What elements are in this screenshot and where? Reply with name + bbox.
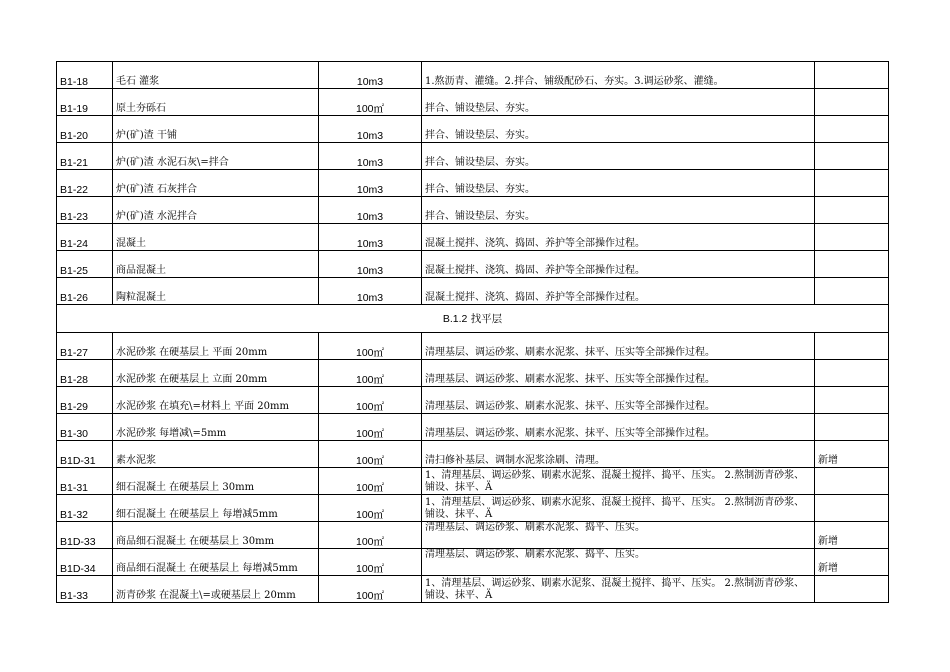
code-cell: B1D-34 <box>57 549 113 576</box>
note-cell <box>815 143 889 170</box>
quota-table <box>56 61 889 603</box>
code-cell: B1-20 <box>57 116 113 143</box>
note-cell <box>815 116 889 143</box>
name-cell: 商品混凝土 <box>113 251 319 278</box>
name-cell: 炉(矿)渣 干铺 <box>113 116 319 143</box>
note-cell <box>815 62 889 89</box>
note-cell <box>815 278 889 305</box>
note-cell <box>815 89 889 116</box>
unit-cell: 100㎡ <box>319 387 422 414</box>
code-cell: B1-26 <box>57 278 113 305</box>
table-row <box>57 522 889 549</box>
table-row <box>57 170 889 197</box>
section-header <box>57 305 889 333</box>
table-row <box>57 89 889 116</box>
desc-cell: 拌合、铺设垫层、夯实。 <box>422 116 815 143</box>
desc-cell: 混凝土搅拌、浇筑、捣固、养护等全部操作过程。 <box>422 278 815 305</box>
desc-cell: 清理基层、调运砂浆、刷素水泥浆、抹平、压实等全部操作过程。 <box>422 360 815 387</box>
table-row <box>57 495 889 522</box>
name-cell: 混凝土 <box>113 224 319 251</box>
name-cell: 炉(矿)渣 水泥拌合 <box>113 197 319 224</box>
code-cell: B1-22 <box>57 170 113 197</box>
name-cell: 沥青砂浆 在混凝土\=或硬基层上 20mm <box>113 576 319 603</box>
desc-cell: 清理基层、调运砂浆、刷素水泥浆、抹平、压实等全部操作过程。 <box>422 333 815 360</box>
code-cell: B1-31 <box>57 468 113 495</box>
table-row <box>57 576 889 603</box>
section-header-row <box>57 305 889 333</box>
table-row <box>57 278 889 305</box>
desc-cell: 清理基层、调运砂浆、刷素水泥浆、捣平、压实。 <box>422 549 815 576</box>
desc-cell: 拌合、铺设垫层、夯实。 <box>422 170 815 197</box>
code-cell: B1-29 <box>57 387 113 414</box>
name-cell: 水泥砂浆 在硬基层上 平面 20mm <box>113 333 319 360</box>
desc-cell: 混凝土搅拌、浇筑、捣固、养护等全部操作过程。 <box>422 251 815 278</box>
table-row <box>57 251 889 278</box>
desc-cell: 混凝土搅拌、浇筑、捣固、养护等全部操作过程。 <box>422 224 815 251</box>
table-row <box>57 143 889 170</box>
unit-cell: 100㎡ <box>319 333 422 360</box>
desc-cell: 1、清理基层、调运砂浆、刷素水泥浆、混凝土搅拌、捣平、压实。 2.熬制沥青砂浆、铺设、抹平、Ä <box>422 468 815 495</box>
code-cell: B1-23 <box>57 197 113 224</box>
section-title: 找平层 <box>470 312 503 325</box>
name-cell: 商品细石混凝土 在硬基层上 30mm <box>113 522 319 549</box>
name-cell: 水泥砂浆 每增减\=5mm <box>113 414 319 441</box>
unit-cell: 10m3 <box>319 197 422 224</box>
table-row <box>57 468 889 495</box>
name-cell: 毛石 灌浆 <box>113 62 319 89</box>
note-cell <box>815 170 889 197</box>
unit-cell: 10m3 <box>319 278 422 305</box>
name-cell: 炉(矿)渣 水泥石灰\=拌合 <box>113 143 319 170</box>
note-cell <box>815 197 889 224</box>
unit-cell: 10m3 <box>319 62 422 89</box>
unit-cell: 100㎡ <box>319 414 422 441</box>
note-cell: 新增 <box>815 522 889 549</box>
table-row <box>57 333 889 360</box>
unit-cell: 10m3 <box>319 251 422 278</box>
name-cell: 原土夯砾石 <box>113 89 319 116</box>
code-cell: B1-28 <box>57 360 113 387</box>
desc-cell: 清理基层、调运砂浆、刷素水泥浆、抹平、压实等全部操作过程。 <box>422 414 815 441</box>
name-cell: 水泥砂浆 在硬基层上 立面 20mm <box>113 360 319 387</box>
desc-cell: 清理基层、调运砂浆、刷素水泥浆、抹平、压实等全部操作过程。 <box>422 387 815 414</box>
table-row <box>57 116 889 143</box>
desc-cell: 清理基层、调运砂浆、刷素水泥浆、捣平、压实。 <box>422 522 815 549</box>
table-row <box>57 441 889 468</box>
code-cell: B1-24 <box>57 224 113 251</box>
code-cell: B1D-33 <box>57 522 113 549</box>
desc-cell: 拌合、铺设垫层、夯实。 <box>422 143 815 170</box>
table-row <box>57 62 889 89</box>
code-cell: B1-19 <box>57 89 113 116</box>
name-cell: 素水泥浆 <box>113 441 319 468</box>
name-cell: 商品细石混凝土 在硬基层上 每增减5mm <box>113 549 319 576</box>
name-cell: 细石混凝土 在硬基层上 每增减5mm <box>113 495 319 522</box>
table-row <box>57 387 889 414</box>
table-row <box>57 224 889 251</box>
unit-cell: 100㎡ <box>319 549 422 576</box>
code-cell: B1-27 <box>57 333 113 360</box>
note-cell <box>815 468 889 495</box>
note-cell <box>815 414 889 441</box>
desc-cell: 清扫修补基层、调制水泥浆涂刷、清理。 <box>422 441 815 468</box>
unit-cell: 100㎡ <box>319 522 422 549</box>
code-cell: B1-32 <box>57 495 113 522</box>
unit-cell: 10m3 <box>319 224 422 251</box>
desc-cell: 1、清理基层、调运砂浆、刷素水泥浆、混凝土搅拌、捣平、压实。 2.熬制沥青砂浆、铺设、抹平、Ä <box>422 495 815 522</box>
table-row <box>57 549 889 576</box>
unit-cell: 100㎡ <box>319 89 422 116</box>
name-cell: 炉(矿)渣 石灰拌合 <box>113 170 319 197</box>
unit-cell: 100㎡ <box>319 495 422 522</box>
desc-cell: 拌合、铺设垫层、夯实。 <box>422 89 815 116</box>
code-cell: B1-25 <box>57 251 113 278</box>
unit-cell: 100㎡ <box>319 360 422 387</box>
table-row <box>57 360 889 387</box>
desc-cell: 1.熬沥青、灌缝。2.拌合、铺级配砂石、夯实。3.调运砂浆、灌缝。 <box>422 62 815 89</box>
unit-cell: 10m3 <box>319 116 422 143</box>
note-cell <box>815 333 889 360</box>
code-cell: B1-30 <box>57 414 113 441</box>
note-cell <box>815 387 889 414</box>
desc-cell: 拌合、铺设垫层、夯实。 <box>422 197 815 224</box>
note-cell: 新增 <box>815 549 889 576</box>
code-cell: B1D-31 <box>57 441 113 468</box>
unit-cell: 10m3 <box>319 143 422 170</box>
note-cell: 新增 <box>815 441 889 468</box>
code-cell: B1-18 <box>57 62 113 89</box>
table-row <box>57 197 889 224</box>
note-cell <box>815 495 889 522</box>
note-cell <box>815 224 889 251</box>
name-cell: 水泥砂浆 在填充\=材料上 平面 20mm <box>113 387 319 414</box>
unit-cell: 10m3 <box>319 170 422 197</box>
section-number: B.1.2 <box>442 312 468 325</box>
desc-cell: 1、清理基层、调运砂浆、刷素水泥浆、混凝土搅拌、捣平、压实。 2.熬制沥青砂浆、铺设、抹平、Ä <box>422 576 815 603</box>
note-cell <box>815 576 889 603</box>
unit-cell: 100㎡ <box>319 441 422 468</box>
code-cell: B1-21 <box>57 143 113 170</box>
table-row <box>57 414 889 441</box>
note-cell <box>815 360 889 387</box>
unit-cell: 100㎡ <box>319 468 422 495</box>
name-cell: 陶粒混凝土 <box>113 278 319 305</box>
unit-cell: 100㎡ <box>319 576 422 603</box>
note-cell <box>815 251 889 278</box>
name-cell: 细石混凝土 在硬基层上 30mm <box>113 468 319 495</box>
code-cell: B1-33 <box>57 576 113 603</box>
